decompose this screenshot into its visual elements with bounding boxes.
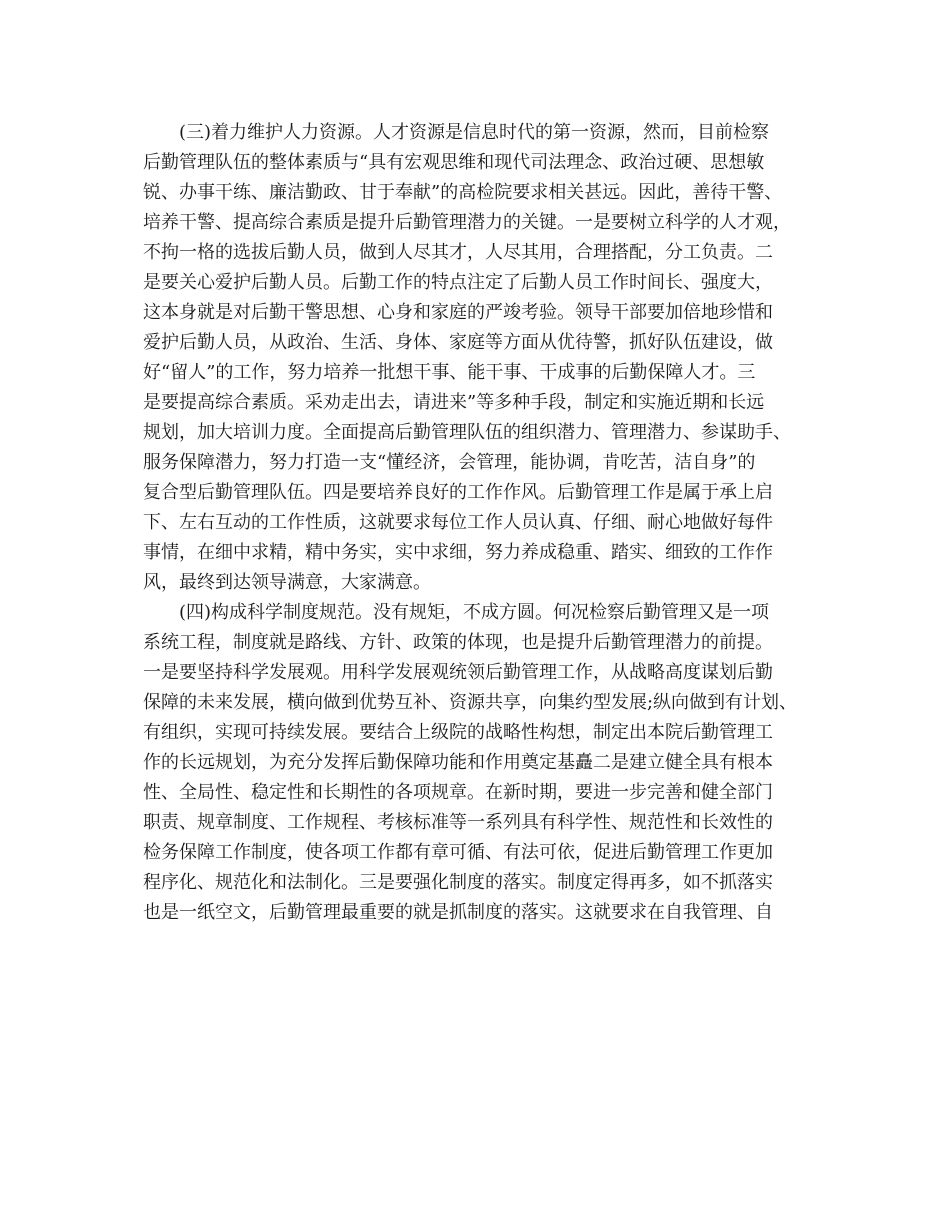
paragraph-line: 职责、规章制度、工作规程、考核标准等一系列具有科学性、规范性和长效性的 <box>143 812 773 833</box>
paragraph-line: 服务保障潜力，努力打造一支“懂经济，会管理，能协调，肯吃苦，洁自身”的 <box>143 452 756 473</box>
paragraph-line: 作的长远规划，为充分发挥后勤保障功能和作用奠定基矗二是建立健全具有根本 <box>143 752 773 773</box>
paragraph-line: (三)着力维护人力资源。人才资源是信息时代的第一资源，然而，目前检察 <box>179 122 770 143</box>
paragraph-line: 检务保障工作制度，使各项工作都有章可循、有法可依，促进后勤管理工作更加 <box>143 842 773 863</box>
paragraph-line: 保障的未来发展，横向做到优势互补、资源共享，向集约型发展;纵向做到有计划、 <box>143 692 798 713</box>
paragraph-line: 性、全局性、稳定性和长期性的各项规章。在新时期，要进一步完善和健全部门 <box>143 782 773 803</box>
paragraph-line: 不拘一格的选拔后勤人员，做到人尽其才，人尽其用，合理搭配，分工负责。二 <box>143 242 773 263</box>
paragraph-line: 也是一纸空文，后勤管理最重要的就是抓制度的落实。这就要求在自我管理、自 <box>143 902 773 923</box>
body-text <box>143 118 823 928</box>
paragraph-line: 一是要坚持科学发展观。用科学发展观统领后勤管理工作，从战略高度谋划后勤 <box>143 662 773 683</box>
paragraph-line: 爱护后勤人员，从政治、生活、身体、家庭等方面从优待警，抓好队伍建设，做 <box>143 332 773 353</box>
paragraph-line: 系统工程，制度就是路线、方针、政策的体现，也是提升后勤管理潜力的前提。 <box>143 632 773 653</box>
paragraph-line: 复合型后勤管理队伍。四是要培养良好的工作作风。后勤管理工作是属于承上启 <box>143 482 773 503</box>
paragraph-line: 程序化、规范化和法制化。三是要强化制度的落实。制度定得再多，如不抓落实 <box>143 872 773 893</box>
paragraph-line: 后勤管理队伍的整体素质与“具有宏观思维和现代司法理念、政治过硬、思想敏 <box>143 152 765 173</box>
paragraph-line: 锐、办事干练、廉洁勤政、甘于奉献”的高检院要求相关甚远。因此，善待干警、 <box>143 182 783 203</box>
paragraph-line: 这本身就是对后勤干警思想、心身和家庭的严竣考验。领导干部要加倍地珍惜和 <box>143 302 773 323</box>
paragraph-line: 是要关心爱护后勤人员。后勤工作的特点注定了后勤人员工作时间长、强度大， <box>143 272 773 293</box>
paragraph-line: 培养干警、提高综合素质是提升后勤管理潜力的关键。一是要树立科学的人才观， <box>143 212 791 233</box>
paragraph-line: (四)构成科学制度规范。没有规矩，不成方圆。何况检察后勤管理又是一项 <box>179 602 770 623</box>
paragraph-line: 好“留人”的工作，努力培养一批想干事、能干事、干成事的后勤保障人才。三 <box>143 362 756 383</box>
paragraph-line: 风，最终到达领导满意，大家满意。 <box>143 572 431 593</box>
paragraph-line: 有组织，实现可持续发展。要结合上级院的战略性构想，制定出本院后勤管理工 <box>143 722 773 743</box>
paragraph-line: 是要提高综合素质。采劝走出去，请进来”等多种手段，制定和实施近期和长远 <box>143 392 765 413</box>
paragraph-line: 下、左右互动的工作性质，这就要求每位工作人员认真、仔细、耐心地做好每件 <box>143 512 773 533</box>
paragraph-line: 事情，在细中求精，精中务实，实中求细，努力养成稳重、踏实、细致的工作作 <box>143 542 773 563</box>
paragraph-line: 规划，加大培训力度。全面提高后勤管理队伍的组织潜力、管理潜力、参谋助手、 <box>143 422 791 443</box>
